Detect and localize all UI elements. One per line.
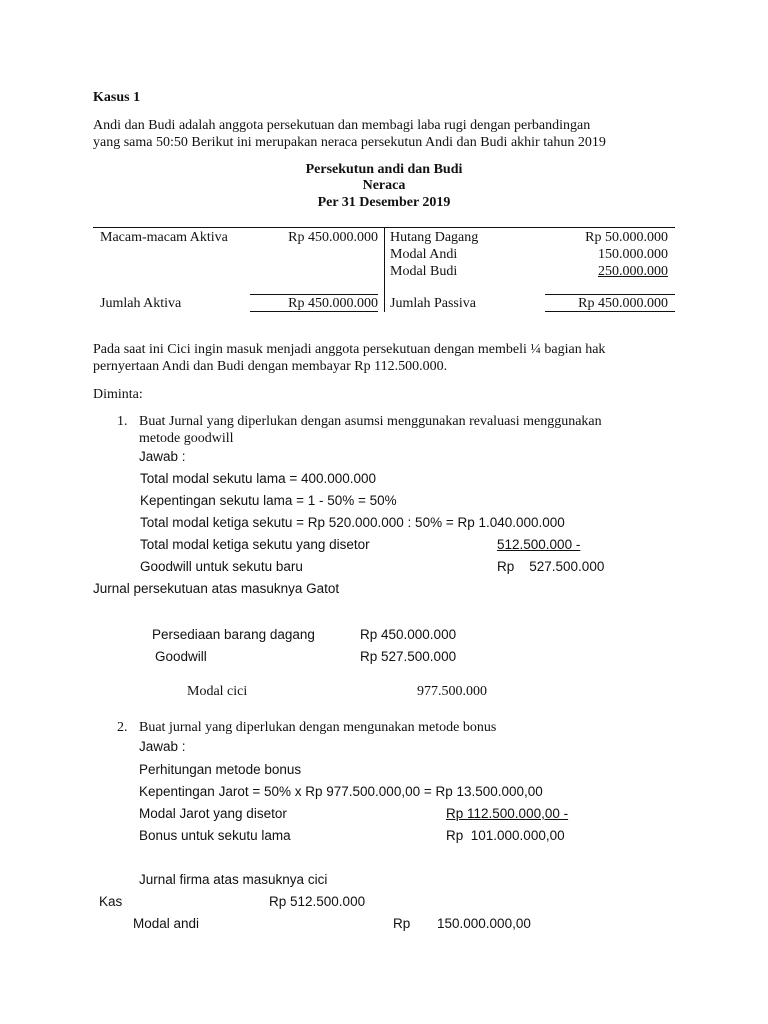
scenario-line-1: Pada saat ini Cici ingin masuk menjadi anggota persekutuan dengan membeli ¼ bagian hak [93,342,606,357]
q1-journal-title: Jurnal persekutuan atas masuknya Gatot [93,581,340,596]
q1-calc-old-capital: Total modal sekutu lama = 400.000.000 [140,471,377,486]
q2-calc-bonus-value: Rp 101.000.000,00 [446,828,565,843]
asset-total-rule-bottom [250,311,378,312]
q2-calc-paid-capital-value: Rp 112.500.000,00 - [446,806,569,821]
q2-calc-title: Perhitungan metode bonus [139,762,302,777]
q2-number: 2. [117,720,128,735]
asset-item-value: Rp 450.000.000 [288,230,378,245]
liability-total-rule-bottom [545,311,675,312]
q1-journal-debit-goodwill: Goodwill [155,649,207,664]
case-heading: Kasus 1 [93,90,141,105]
balance-table-divider [384,227,385,312]
equity-budi-label: Modal Budi [390,264,458,279]
q1-calc-paid-capital-value: 512.500.000 - [497,537,581,552]
q1-journal-credit-account: Modal cici [187,684,248,699]
scenario-line-2: pernyertaan Andi dan Budi dengan membayar Rp 112.500.000. [93,359,448,374]
equity-andi-label: Modal Andi [390,247,458,262]
q2-answer-label: Jawab : [139,739,186,754]
q1-calc-paid-capital-label: Total modal ketiga sekutu yang disetor [140,537,370,552]
liability-item-label: Hutang Dagang [390,230,479,245]
q2-journal-credit-andi-currency: Rp [393,916,411,931]
q2-text-line-1: Buat jurnal yang diperlukan dengan mengunakan metode bonus [139,720,497,735]
q1-journal-credit-amount: 977.500.000 [417,684,487,699]
q2-journal-debit-cash-amount: Rp 512.500.000 [269,894,366,909]
q2-journal-credit-andi-amount: 150.000.000,00 [437,916,531,931]
asset-total-label: Jumlah Aktiva [100,296,182,311]
balance-title-statement: Neraca [362,178,406,193]
liability-item-value: Rp 50.000.000 [585,230,668,245]
q2-journal-debit-cash: Kas [99,894,123,909]
requirements-label: Diminta: [93,387,143,402]
q2-journal-title: Jurnal firma atas masuknya cici [139,872,328,887]
asset-item-label: Macam-macam Aktiva [100,230,228,245]
q2-calc-paid-capital-label: Modal Jarot yang disetor [139,806,287,821]
asset-total-value: Rp 450.000.000 [288,296,378,311]
liability-total-label: Jumlah Passiva [390,296,476,311]
intro-line-2: yang sama 50:50 Berikut ini merupakan neraca persekutun Andi dan Budi akhir tahun 2019 [93,135,606,150]
q1-calc-old-interest: Kepentingan sekutu lama = 1 - 50% = 50% [140,493,397,508]
q1-text-line-2: metode goodwill [139,431,234,446]
q1-text-line-1: Buat Jurnal yang diperlukan dengan asumsi menggunakan revaluasi menggunakan [139,414,602,429]
liability-total-value: Rp 450.000.000 [578,296,668,311]
balance-title-date: Per 31 Desember 2019 [317,195,451,210]
q1-calc-goodwill-label: Goodwill untuk sekutu baru [140,559,303,574]
balance-title-company: Persekutun andi dan Budi [305,162,463,177]
q2-calc-interest: Kepentingan Jarot = 50% x Rp 977.500.000,00 = Rp 13.500.000,00 [139,784,543,799]
equity-andi-value: 150.000.000 [598,247,668,262]
q1-number: 1. [117,414,128,429]
equity-budi-value: 250.000.000 [598,264,668,279]
intro-line-1: Andi dan Budi adalah anggota persekutuan dan membagi laba rugi dengan perbandingan [93,118,591,133]
q1-journal-debit-inventory-amount: Rp 450.000.000 [360,627,457,642]
q1-journal-debit-inventory: Persediaan barang dagang [152,627,315,642]
q1-calc-goodwill-value: Rp 527.500.000 [497,559,605,574]
q1-journal-debit-goodwill-amount: Rp 527.500.000 [360,649,457,664]
q2-journal-credit-andi: Modal andi [133,916,200,931]
q1-calc-total-capital: Total modal ketiga sekutu = Rp 520.000.000 : 50% = Rp 1.040.000.000 [140,515,565,530]
q1-answer-label: Jawab : [139,449,186,464]
q2-calc-bonus-label: Bonus untuk sekutu lama [139,828,291,843]
